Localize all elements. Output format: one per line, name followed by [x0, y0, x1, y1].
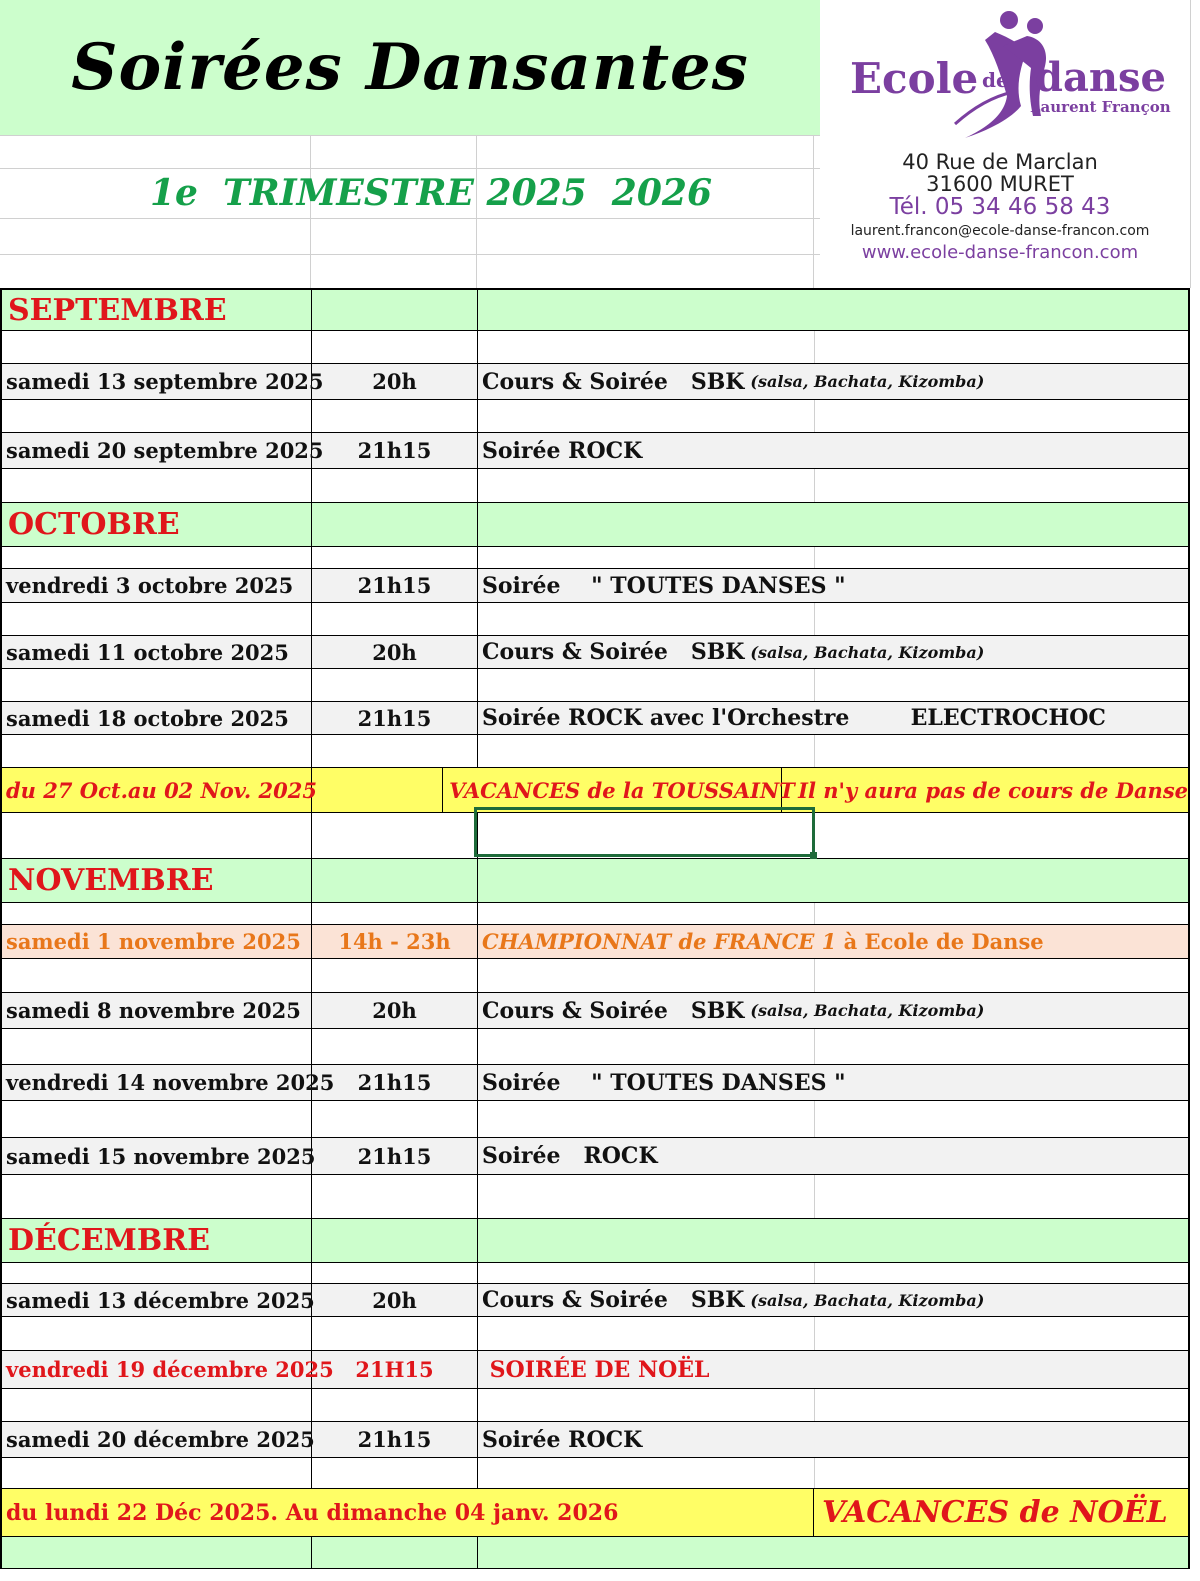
event-label — [478, 993, 1188, 1028]
event-row[interactable] — [2, 1065, 1188, 1101]
event-time: 14h - 23h — [312, 925, 478, 958]
event-label: Soirée " TOUTES DANSES " — [482, 1069, 846, 1096]
blank-row — [2, 400, 1188, 433]
event-row-championnat[interactable] — [2, 925, 1188, 959]
event-label — [478, 636, 1188, 668]
blank-row — [2, 331, 1188, 364]
blank-row — [2, 469, 1188, 503]
event-note: (salsa, Bachata, Kizomba) — [750, 1290, 985, 1310]
event-row[interactable] — [2, 569, 1188, 603]
event-label: SOIRÉE DE NOËL — [482, 1356, 710, 1383]
grid-line — [0, 218, 820, 219]
event-time: 20h — [312, 364, 478, 399]
event-row[interactable] — [2, 1422, 1188, 1458]
event-date: samedi 20 septembre 2025 — [2, 433, 312, 468]
blank-row — [2, 903, 1188, 925]
event-label — [478, 1284, 1188, 1316]
grid-line — [1190, 0, 1191, 288]
logo-danse-text: danse — [1035, 54, 1166, 101]
event-date: vendredi 3 octobre 2025 — [2, 569, 312, 602]
event-title: Cours & Soirée SBK — [482, 368, 745, 395]
footer-green-row — [2, 1537, 1188, 1569]
email-address: laurent.francon@ecole-danse-francon.com — [850, 223, 1150, 239]
event-date: samedi 15 novembre 2025 — [2, 1138, 312, 1174]
address-line1: 40 Rue de Marclan — [902, 150, 1098, 174]
event-note: à Ecole de Danse — [843, 929, 1044, 954]
trimestre-subtitle: 1e TRIMESTRE 2025 2026 — [150, 172, 712, 214]
month-row-septembre — [2, 290, 1188, 331]
vacation-row-noel[interactable] — [2, 1489, 1188, 1537]
month-row-decembre — [2, 1219, 1188, 1263]
event-date: vendredi 19 décembre 2025 — [2, 1351, 312, 1388]
event-title: Cours & Soirée SBK — [482, 1287, 745, 1313]
blank-row — [2, 1317, 1188, 1351]
grid-line — [0, 135, 820, 136]
event-row-noel[interactable] — [2, 1351, 1188, 1389]
event-time: 20h — [312, 993, 478, 1028]
blank-row — [2, 603, 1188, 636]
event-date: samedi 20 décembre 2025 — [2, 1422, 312, 1457]
event-row[interactable] — [2, 364, 1188, 400]
event-row[interactable] — [2, 1138, 1188, 1175]
event-note: (salsa, Bachata, Kizomba) — [750, 372, 985, 391]
logo-name-text: Laurent Françon — [1030, 98, 1171, 116]
blank-row — [2, 735, 1188, 768]
vacation-label: VACANCES de NOËL — [822, 1495, 1168, 1530]
phone-number: Tél. 05 34 46 58 43 — [889, 194, 1111, 220]
school-logo — [845, 6, 1171, 151]
event-row[interactable] — [2, 1284, 1188, 1317]
event-date: samedi 11 octobre 2025 — [2, 636, 312, 668]
grid-line — [0, 254, 820, 255]
event-label: Soirée ROCK avec l'Orchestre ELECTROCHOC — [482, 705, 1106, 731]
event-date: samedi 13 décembre 2025 — [2, 1284, 312, 1316]
blank-row — [2, 1263, 1188, 1284]
selected-cell[interactable] — [474, 807, 815, 857]
event-title: CHAMPIONNAT de FRANCE 1 — [482, 929, 837, 954]
event-date: samedi 8 novembre 2025 — [2, 993, 312, 1028]
event-time: 21h15 — [312, 1065, 478, 1100]
event-date: samedi 1 novembre 2025 — [2, 925, 312, 958]
event-time: 21H15 — [312, 1351, 478, 1388]
month-row-octobre — [2, 503, 1188, 547]
schedule-table — [0, 288, 1190, 1569]
blank-row — [2, 959, 1188, 993]
event-time: 20h — [312, 1284, 478, 1316]
logo-de-text: de — [982, 68, 1009, 92]
event-time: 20h — [312, 636, 478, 668]
blank-row — [2, 1029, 1188, 1065]
blank-row — [2, 669, 1188, 702]
event-row[interactable] — [2, 636, 1188, 669]
address-line2: 31600 MURET — [926, 172, 1074, 196]
event-time: 21h15 — [312, 702, 478, 734]
vacation-dates: du lundi 22 Déc 2025. Au dimanche 04 janv. 2026 — [2, 1489, 814, 1536]
vacation-info — [443, 768, 1188, 812]
event-time: 21h15 — [312, 1422, 478, 1457]
website-link[interactable]: www.ecole-danse-francon.com — [861, 242, 1139, 263]
event-title: Cours & Soirée SBK — [482, 639, 745, 665]
event-row[interactable] — [2, 702, 1188, 735]
event-date: vendredi 14 novembre 2025 — [2, 1065, 312, 1100]
event-label: Soirée ROCK — [482, 1426, 643, 1453]
grid-line — [0, 168, 820, 169]
month-label: DÉCEMBRE — [2, 1219, 312, 1262]
logo-ecole-text: Ecole — [850, 54, 979, 103]
event-title: Cours & Soirée SBK — [482, 997, 745, 1024]
vacation-label: VACANCES de la TOUSSAINT — [443, 768, 782, 812]
event-time: 21h15 — [312, 569, 478, 602]
event-note: (salsa, Bachata, Kizomba) — [750, 642, 985, 662]
event-time: 21h15 — [312, 433, 478, 468]
event-row[interactable] — [2, 993, 1188, 1029]
event-time: 21h15 — [312, 1138, 478, 1174]
month-label: SEPTEMBRE — [2, 290, 312, 330]
event-date: samedi 18 octobre 2025 — [2, 702, 312, 734]
event-label: Soirée " TOUTES DANSES " — [482, 572, 846, 599]
event-note: (salsa, Bachata, Kizomba) — [750, 1001, 985, 1020]
event-label — [478, 364, 1188, 399]
event-label: Soirée ROCK — [482, 437, 643, 464]
month-label: NOVEMBRE — [2, 859, 312, 902]
month-row-novembre — [2, 859, 1188, 903]
vacation-dates: du 27 Oct.au 02 Nov. 2025 — [2, 768, 312, 812]
blank-row — [2, 1389, 1188, 1422]
event-date: samedi 13 septembre 2025 — [2, 364, 312, 399]
blank-row — [2, 1458, 1188, 1489]
vacation-note: Il n'y aura pas de cours de Danse — [798, 777, 1188, 803]
page-title: Soirées Dansantes — [71, 30, 749, 105]
event-label — [478, 925, 1188, 958]
event-label: Soirée ROCK — [482, 1143, 658, 1169]
blank-row — [2, 547, 1188, 569]
event-row[interactable] — [2, 433, 1188, 469]
month-label: OCTOBRE — [2, 503, 312, 546]
blank-row — [2, 1101, 1188, 1138]
blank-row — [2, 1175, 1188, 1219]
